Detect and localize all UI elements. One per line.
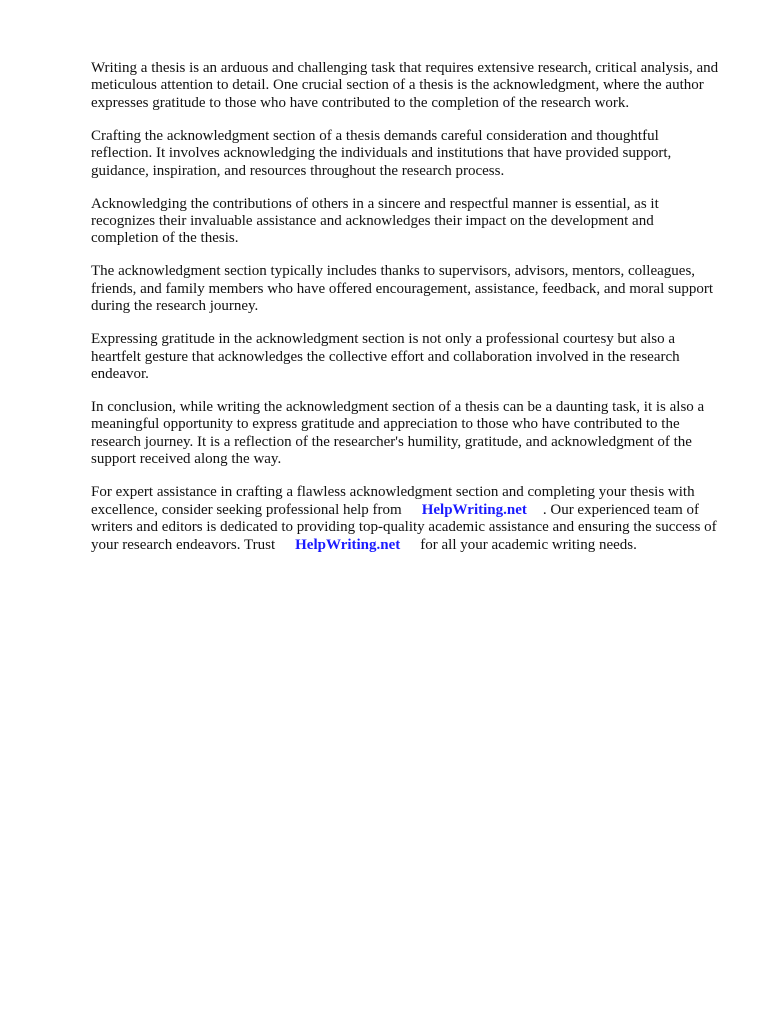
- helpwriting-link-1[interactable]: HelpWriting.net: [421, 501, 527, 518]
- helpwriting-link-2[interactable]: HelpWriting.net: [295, 536, 401, 553]
- closing-text-3: for all your academic writing needs.: [420, 536, 637, 553]
- paragraph-contributions: Acknowledging the contributions of others in a sincere and respectful manner is essential, as it recognizes their invaluable assistance and acknowledges their impact on the development and completion of the thesis.: [91, 195, 659, 247]
- paragraph-crafting: Crafting the acknowledgment section of a thesis demands careful consideration and thoughtful reflection. It involves acknowledging the individuals and institutions that have provided support, guidance, inspiration, and resources throughout the research process.: [91, 127, 672, 179]
- closing-text-1: For expert assistance in crafting a flawless acknowledgment section and completing your thesis with excellence, consider seeking professional help from: [91, 484, 695, 518]
- paragraph-closing: [91, 484, 721, 554]
- document-body: [91, 60, 721, 570]
- paragraph-thanks: The acknowledgment section typically includes thanks to supervisors, advisors, mentors, colleagues, friends, and family members who have offered encouragement, assistance, feedback, and moral support during the research journey.: [91, 263, 713, 315]
- closing-text-2: . Our experienced team of writers and editors is dedicated to providing top-quality academic assistance and ensuring the success of your research endeavors. Trust: [91, 501, 717, 553]
- paragraph-gratitude: Expressing gratitude in the acknowledgment section is not only a professional courtesy but also a heartfelt gesture that acknowledges the collective effort and collaboration involved in the research endeavor.: [91, 331, 680, 383]
- paragraph-conclusion: In conclusion, while writing the acknowledgment section of a thesis can be a daunting task, it is also a meaningful opportunity to express gratitude and appreciation to those who have contributed to the research journey. It is a reflection of the researcher's humility, gratitude, and acknowledgment of the support received along the way.: [91, 399, 705, 468]
- paragraph-intro: Writing a thesis is an arduous and challenging task that requires extensive research, critical analysis, and meticulous attention to detail. One crucial section of a thesis is the acknowledgment, where the author expresses gratitude to those who have contributed to the completion of the research work.: [91, 60, 719, 111]
